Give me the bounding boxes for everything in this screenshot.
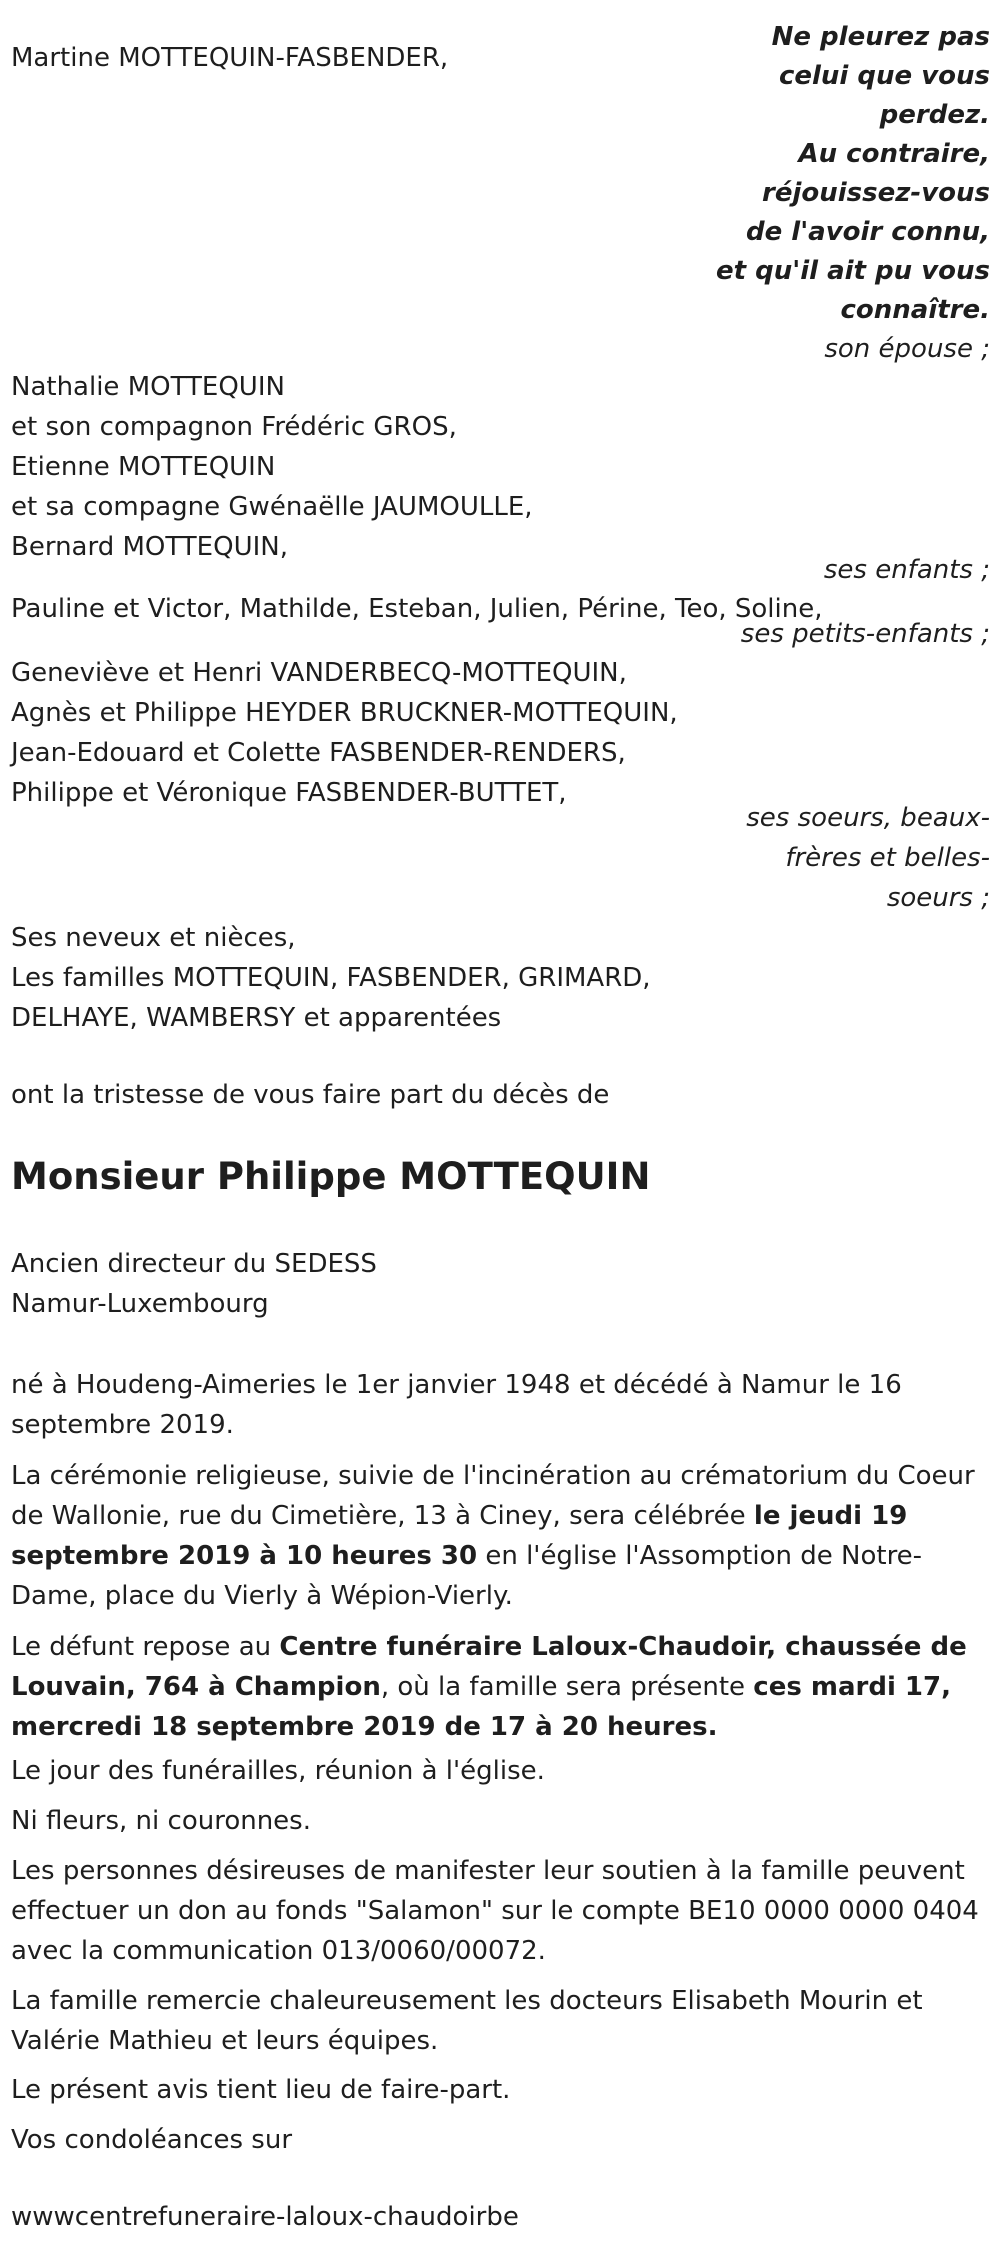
quote-line: Au contraire, <box>798 139 990 169</box>
relatives-line: Les familles MOTTEQUIN, FASBENDER, GRIMARD, <box>11 963 651 993</box>
repose-paragraph <box>11 1627 991 1747</box>
sibling-line: Philippe et Véronique FASBENDER-BUTTET, <box>11 778 567 808</box>
notice-text: Le présent avis tient lieu de faire-part. <box>11 2075 511 2105</box>
repose-text: Le défunt repose au <box>11 1632 280 1662</box>
sibling-line: Jean-Edouard et Colette FASBENDER-RENDERS, <box>11 738 626 768</box>
no-flowers-paragraph <box>11 1801 991 1841</box>
ceremony-date: le jeudi 19 septembre 2019 à 10 heures 30 <box>11 1501 908 1571</box>
role-children: ses enfants ; <box>823 555 990 585</box>
position-block <box>11 1244 986 1324</box>
ceremony-text: La cérémonie religieuse, suivie de l'incinération au crématorium du Coeur de Wallonie, rue du Cimetière, 13 à Ciney, sera célébrée <box>11 1461 975 1531</box>
repose-times: ces mardi 17, mercredi 18 septembre 2019 de 17 à 20 heures. <box>11 1672 951 1742</box>
quote-line: perdez. <box>879 100 990 130</box>
deceased-name: Monsieur Philippe MOTTEQUIN <box>11 1155 651 1198</box>
repose-location: Centre funéraire Laloux-Chaudoir, chaussée de Louvain, 764 à Champion <box>11 1632 967 1702</box>
spouse-name: Martine MOTTEQUIN-FASBENDER, <box>11 43 449 73</box>
quote-line: celui que vous <box>778 61 990 91</box>
quote-line: Ne pleurez pas <box>771 22 990 52</box>
grandchildren-line: Pauline et Victor, Mathilde, Esteban, Julien, Périne, Teo, Soline, <box>11 594 823 624</box>
children-block <box>11 367 986 567</box>
child-line: Etienne MOTTEQUIN <box>11 452 276 482</box>
repose-text: , où la famille sera présente <box>380 1672 754 1702</box>
thanks-text: La famille remercie chaleureusement les docteurs Elisabeth Mourin et Valérie Mathieu et leurs équipes. <box>11 1986 923 2056</box>
role-grandchildren: ses petits-enfants ; <box>740 619 990 649</box>
announcement: ont la tristesse de vous faire part du décès de <box>11 1080 610 1110</box>
quote-line: et qu'il ait pu vous <box>716 256 990 286</box>
no-flowers-text: Ni fleurs, ni couronnes. <box>11 1806 311 1836</box>
condolences-paragraph <box>11 2120 991 2160</box>
memorial-quote <box>716 18 990 369</box>
birth-death-text: né à Houdeng-Aimeries le 1er janvier 1948 et décédé à Namur le 16 septembre 2019. <box>11 1370 902 1440</box>
funeral-day-paragraph <box>11 1751 991 1791</box>
sibling-line: Agnès et Philippe HEYDER BRUCKNER-MOTTEQUIN, <box>11 698 678 728</box>
quote-line: réjouissez-vous <box>762 178 990 208</box>
siblings-block <box>11 653 986 813</box>
relatives-block <box>11 918 986 1038</box>
website-paragraph <box>11 2197 991 2237</box>
ceremony-paragraph <box>11 1456 991 1616</box>
quote-line: de l'avoir connu, <box>746 217 990 247</box>
thanks-paragraph <box>11 1981 991 2061</box>
relatives-line: Ses neveux et nièces, <box>11 923 296 953</box>
condolences-text: Vos condoléances sur <box>11 2125 293 2155</box>
child-line: et son compagnon Frédéric GROS, <box>11 412 457 442</box>
donation-text: Les personnes désireuses de manifester leur soutien à la famille peuvent effectuer un don au fonds "Salamon" sur le compte BE10 0000 0000 0404 avec la communication 013/0060/00072. <box>11 1856 979 1966</box>
child-line: Bernard MOTTEQUIN, <box>11 532 288 562</box>
position-line: Ancien directeur du SEDESS <box>11 1249 377 1279</box>
birth-death-paragraph <box>11 1365 991 1445</box>
role-siblings: ses soeurs, beaux- <box>746 803 990 833</box>
quote-line: connaître. <box>840 295 990 325</box>
role-spouse: son épouse ; <box>824 334 990 364</box>
website-link[interactable]: wwwcentrefuneraire-laloux-chaudoirbe <box>11 2202 519 2232</box>
sibling-line: Geneviève et Henri VANDERBECQ-MOTTEQUIN, <box>11 658 627 688</box>
position-line: Namur-Luxembourg <box>11 1289 269 1319</box>
child-line: et sa compagne Gwénaëlle JAUMOULLE, <box>11 492 533 522</box>
notice-paragraph <box>11 2070 991 2110</box>
funeral-day-text: Le jour des funérailles, réunion à l'église. <box>11 1756 545 1786</box>
relatives-line: DELHAYE, WAMBERSY et apparentées <box>11 1003 502 1033</box>
announcement-block <box>11 1075 986 1115</box>
role-siblings: frères et belles- <box>785 843 990 873</box>
role-siblings: soeurs ; <box>886 883 990 913</box>
child-line: Nathalie MOTTEQUIN <box>11 372 285 402</box>
ceremony-text: en l'église l'Assomption de Notre-Dame, place du Vierly à Wépion-Vierly. <box>11 1541 923 1611</box>
donation-paragraph <box>11 1851 991 1971</box>
